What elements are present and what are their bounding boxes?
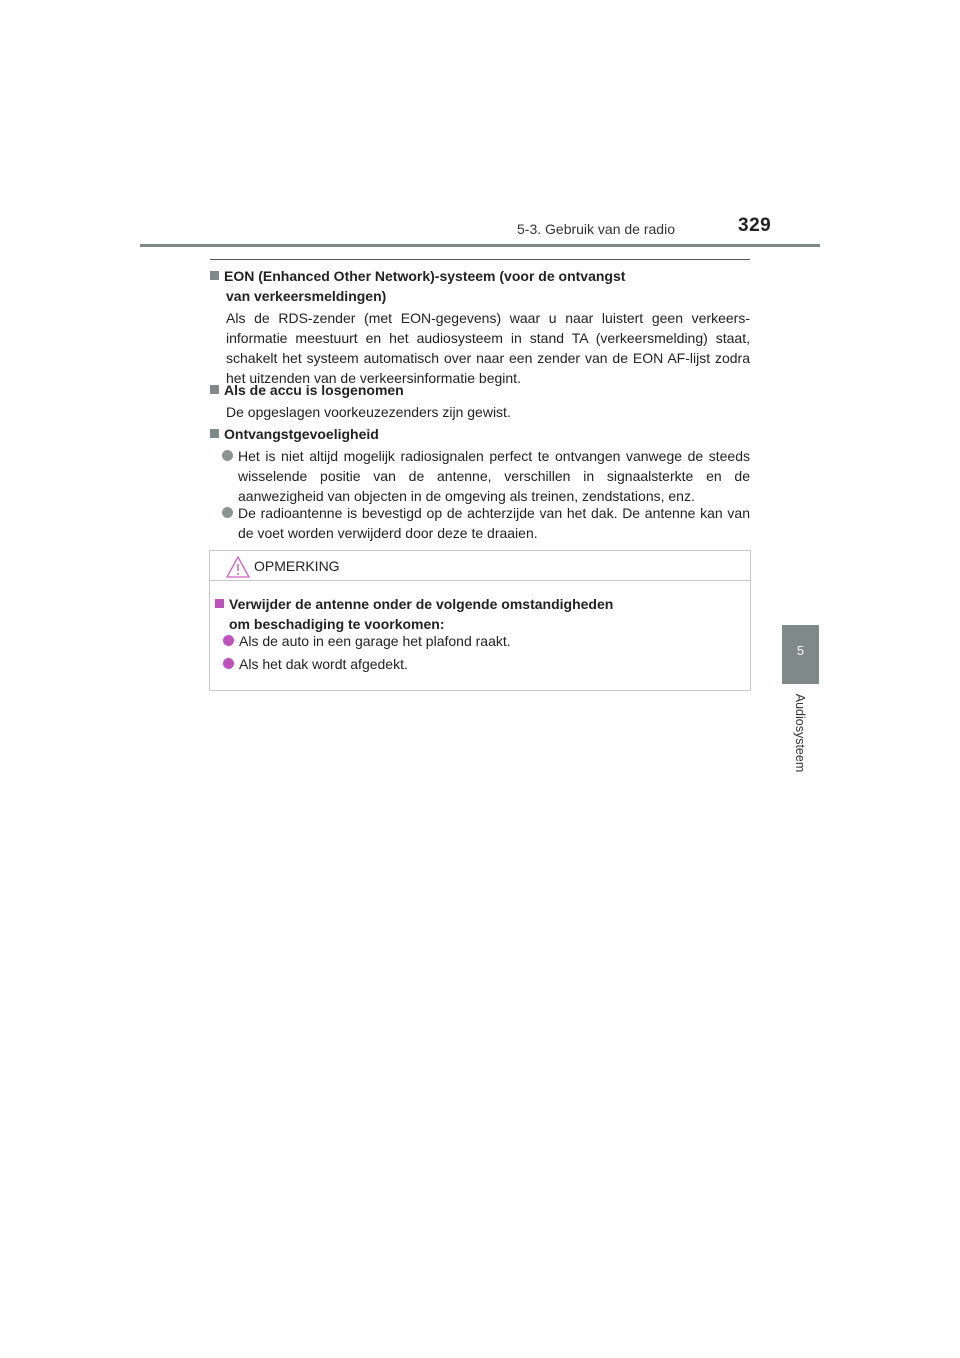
circle-bullet-icon xyxy=(222,450,233,461)
chapter-tab xyxy=(782,625,819,684)
notice-title: OPMERKING xyxy=(254,558,340,574)
list-item: Het is niet altijd mogelijk radiosignalen perfect te ontvangen vanwege de steeds wisselende positie van de antenne, verschillen in signaalsterkte en de aanwezigheid van objecten in de omgeving als treinen, zendstations, enz. xyxy=(222,446,750,506)
circle-bullet-icon xyxy=(223,635,234,646)
notice-divider xyxy=(210,580,750,581)
list-item: Als het dak wordt afgedekt. xyxy=(223,654,743,674)
section-body-accu: De opgeslagen voorkeuzezenders zijn gewist. xyxy=(226,404,511,420)
section-title: 5-3. Gebruik van de radio xyxy=(517,221,675,237)
warning-triangle-icon xyxy=(225,555,251,579)
section-heading-accu: Als de accu is losgenomen xyxy=(210,380,404,400)
chapter-label: Audiosysteem xyxy=(793,693,807,773)
chapter-number: 5 xyxy=(796,643,805,658)
notice-heading: Verwijder de antenne onder de volgende omstandigheden om beschadiging te voorkomen: xyxy=(215,594,613,634)
page-number: 329 xyxy=(738,215,772,236)
section-heading-reception: Ontvangstgevoeligheid xyxy=(210,424,379,444)
square-bullet-icon xyxy=(210,385,219,394)
content-top-rule xyxy=(210,259,750,260)
list-item: Als de auto in een garage het plafond raakt. xyxy=(223,631,743,651)
circle-bullet-icon xyxy=(223,658,234,669)
circle-bullet-icon xyxy=(222,507,233,518)
section-heading-eon: EON (Enhanced Other Network)-systeem (voor de ontvangst van verkeersmeldingen) xyxy=(210,266,625,306)
notice-box xyxy=(209,550,751,691)
square-bullet-icon xyxy=(210,271,219,280)
list-item: De radioantenne is bevestigd op de achterzijde van het dak. De antenne kan van de voet worden verwijderd door deze te draaien. xyxy=(222,503,750,543)
header-rule xyxy=(140,244,820,247)
square-bullet-icon xyxy=(215,599,224,608)
square-bullet-icon xyxy=(210,429,219,438)
section-body-eon: Als de RDS-zender (met EON-gegevens) waar u naar luistert geen verkeers-informatie meestuurt en het audiosysteem in stand TA (verkeersmelding) staat, schakelt het systeem automatisch over naar een zender van de EON AF-lijst zodra het uitzenden van de verkeersinformatie begint. xyxy=(226,310,750,386)
